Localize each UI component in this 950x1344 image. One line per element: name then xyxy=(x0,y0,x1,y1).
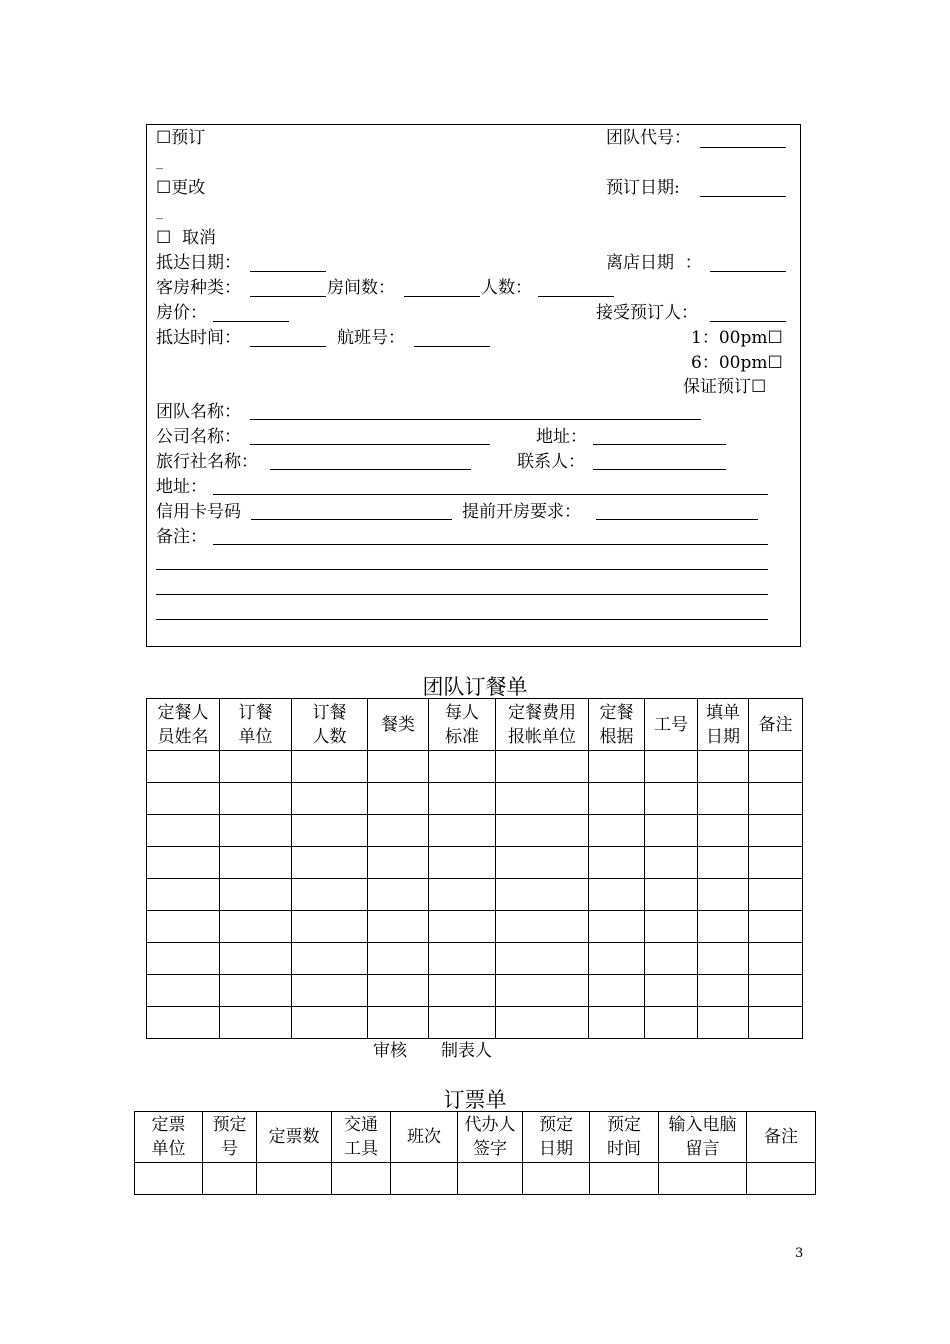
table-cell[interactable] xyxy=(147,975,220,1007)
ticket-header-cell: 备注 xyxy=(747,1112,816,1163)
table-cell[interactable] xyxy=(220,783,292,815)
table-cell[interactable] xyxy=(368,815,429,847)
table-cell[interactable] xyxy=(749,847,803,879)
table-cell[interactable] xyxy=(698,815,749,847)
meal-table-row xyxy=(147,879,803,911)
table-cell[interactable] xyxy=(645,943,698,975)
stray-mark: _ xyxy=(156,154,163,170)
table-cell[interactable] xyxy=(429,879,496,911)
time-option-6pm[interactable]: 6：00pm☐ xyxy=(691,353,783,373)
ticket-header-row xyxy=(135,1112,816,1163)
table-cell[interactable] xyxy=(220,815,292,847)
meal-table-row xyxy=(147,751,803,783)
table-cell[interactable] xyxy=(147,783,220,815)
address2-label: 地址： xyxy=(156,477,207,497)
group-code-field[interactable] xyxy=(700,147,786,148)
table-cell[interactable] xyxy=(589,1007,645,1039)
ticket-header-cell: 定票 单位 xyxy=(135,1112,203,1163)
guarantee-checkbox[interactable]: 保证预订☐ xyxy=(683,377,767,397)
booking-date-field[interactable] xyxy=(700,196,786,197)
table-cell[interactable] xyxy=(645,847,698,879)
table-cell[interactable] xyxy=(368,911,429,943)
table-cell[interactable] xyxy=(645,751,698,783)
table-cell[interactable] xyxy=(292,975,368,1007)
table-cell[interactable] xyxy=(749,815,803,847)
checkbox-book[interactable]: ☐预订 xyxy=(156,128,206,148)
table-cell[interactable] xyxy=(645,1007,698,1039)
room-count-label: 房间数： xyxy=(327,278,395,298)
table-cell[interactable] xyxy=(147,911,220,943)
table-cell[interactable] xyxy=(292,943,368,975)
remarks-line[interactable] xyxy=(156,569,768,570)
table-cell[interactable] xyxy=(589,975,645,1007)
group-name-label: 团队名称： xyxy=(156,402,241,422)
table-cell[interactable] xyxy=(220,847,292,879)
table-cell[interactable] xyxy=(749,975,803,1007)
group-name-field[interactable] xyxy=(250,419,701,420)
table-cell[interactable] xyxy=(292,847,368,879)
table-cell[interactable] xyxy=(368,751,429,783)
table-cell[interactable] xyxy=(698,975,749,1007)
room-type-field[interactable] xyxy=(250,296,326,297)
table-cell[interactable] xyxy=(147,847,220,879)
table-cell[interactable] xyxy=(523,1163,590,1195)
table-cell[interactable] xyxy=(257,1163,332,1195)
flight-no-field[interactable] xyxy=(414,346,490,347)
arrival-date-field[interactable] xyxy=(250,271,326,272)
maker-label: 制表人 xyxy=(441,1041,492,1061)
table-cell[interactable] xyxy=(645,815,698,847)
room-rate-label: 房价： xyxy=(156,303,207,323)
ticket-header-cell: 定票数 xyxy=(257,1112,332,1163)
table-cell[interactable] xyxy=(698,847,749,879)
table-cell[interactable] xyxy=(220,751,292,783)
table-cell[interactable] xyxy=(645,879,698,911)
table-cell[interactable] xyxy=(749,943,803,975)
table-cell[interactable] xyxy=(292,751,368,783)
meal-header-cell: 订餐 人数 xyxy=(292,699,368,751)
ticket-header-cell: 交通 工具 xyxy=(332,1112,391,1163)
table-cell[interactable] xyxy=(368,847,429,879)
company-name-field[interactable] xyxy=(250,444,490,445)
credit-card-label: 信用卡号码 xyxy=(156,502,241,522)
table-cell[interactable] xyxy=(147,879,220,911)
table-cell[interactable] xyxy=(368,1007,429,1039)
table-cell[interactable] xyxy=(429,751,496,783)
meal-header-cell: 填单 日期 xyxy=(698,699,749,751)
agency-name-field[interactable] xyxy=(270,469,471,470)
booking-date-label: 预订日期: xyxy=(606,178,680,198)
agency-name-label: 旅行社名称： xyxy=(156,452,258,472)
departure-date-field[interactable] xyxy=(710,271,786,272)
meal-table-title: 团队订餐单 xyxy=(422,675,528,699)
ticket-header-cell: 输入电脑 留言 xyxy=(659,1112,747,1163)
table-cell[interactable] xyxy=(429,815,496,847)
table-cell[interactable] xyxy=(749,751,803,783)
table-cell[interactable] xyxy=(698,1007,749,1039)
time-option-1pm[interactable]: 1：00pm☐ xyxy=(691,328,783,348)
table-cell[interactable] xyxy=(429,1007,496,1039)
table-cell[interactable] xyxy=(368,879,429,911)
meal-header-cell: 工号 xyxy=(645,699,698,751)
table-cell[interactable] xyxy=(698,751,749,783)
table-cell[interactable] xyxy=(292,783,368,815)
ticket-order-table xyxy=(134,1111,816,1195)
table-cell[interactable] xyxy=(368,943,429,975)
room-rate-field[interactable] xyxy=(213,321,289,322)
table-cell[interactable] xyxy=(292,815,368,847)
table-cell[interactable] xyxy=(589,815,645,847)
credit-card-field[interactable] xyxy=(251,519,452,520)
table-cell[interactable] xyxy=(589,783,645,815)
remarks-line[interactable] xyxy=(156,594,768,595)
table-cell[interactable] xyxy=(496,815,589,847)
guest-count-label: 人数： xyxy=(481,278,532,298)
table-cell[interactable] xyxy=(147,815,220,847)
table-cell[interactable] xyxy=(496,847,589,879)
table-cell[interactable] xyxy=(135,1163,203,1195)
address-label: 地址： xyxy=(536,427,587,447)
table-cell[interactable] xyxy=(749,1007,803,1039)
arrival-date-label: 抵达日期： xyxy=(156,253,241,273)
table-cell[interactable] xyxy=(458,1163,523,1195)
meal-header-cell: 订餐 单位 xyxy=(220,699,292,751)
review-label: 审核 xyxy=(373,1041,407,1061)
meal-header-cell: 每人 标准 xyxy=(429,699,496,751)
table-cell[interactable] xyxy=(220,975,292,1007)
checkbox-change[interactable]: ☐更改 xyxy=(156,178,206,198)
meal-table-row xyxy=(147,783,803,815)
departure-date-label: 离店日期 ： xyxy=(606,253,702,273)
ticket-header-cell: 预定 日期 xyxy=(523,1112,590,1163)
ticket-header-cell: 班次 xyxy=(391,1112,458,1163)
table-cell[interactable] xyxy=(292,879,368,911)
table-cell[interactable] xyxy=(220,911,292,943)
ticket-header-cell: 预定 时间 xyxy=(590,1112,659,1163)
ticket-table-title: 订票单 xyxy=(443,1088,507,1112)
early-checkin-field[interactable] xyxy=(596,519,758,520)
stray-mark: _ xyxy=(156,204,163,220)
room-type-label: 客房种类： xyxy=(156,278,241,298)
meal-table-row xyxy=(147,815,803,847)
group-code-label: 团队代号： xyxy=(606,128,691,148)
meal-table-row xyxy=(147,943,803,975)
table-cell[interactable] xyxy=(589,751,645,783)
table-cell[interactable] xyxy=(429,911,496,943)
meal-header-cell: 定餐费用 报帐单位 xyxy=(496,699,589,751)
meal-table-row xyxy=(147,847,803,879)
remarks-line[interactable] xyxy=(156,619,768,620)
table-cell[interactable] xyxy=(220,879,292,911)
table-cell[interactable] xyxy=(368,783,429,815)
ticket-table-row xyxy=(135,1163,816,1195)
company-name-label: 公司名称： xyxy=(156,427,241,447)
contact-label: 联系人： xyxy=(517,452,585,472)
meal-header-cell: 定餐 根据 xyxy=(589,699,645,751)
guest-count-field[interactable] xyxy=(538,296,614,297)
table-cell[interactable] xyxy=(749,879,803,911)
remarks-label: 备注： xyxy=(156,527,207,547)
table-cell[interactable] xyxy=(429,975,496,1007)
table-cell[interactable] xyxy=(589,879,645,911)
meal-order-table xyxy=(146,698,803,1039)
early-checkin-label: 提前开房要求： xyxy=(462,502,581,522)
arrival-time-label: 抵达时间： xyxy=(156,328,241,348)
table-cell[interactable] xyxy=(747,1163,816,1195)
receiver-label: 接受预订人： xyxy=(596,303,698,323)
meal-table-row xyxy=(147,1007,803,1039)
meal-header-cell: 餐类 xyxy=(368,699,429,751)
table-cell[interactable] xyxy=(203,1163,257,1195)
meal-header-cell: 定餐人 员姓名 xyxy=(147,699,220,751)
table-cell[interactable] xyxy=(429,847,496,879)
remarks-field[interactable] xyxy=(213,544,768,545)
table-cell[interactable] xyxy=(220,943,292,975)
flight-no-label: 航班号： xyxy=(337,328,405,348)
table-cell[interactable] xyxy=(429,783,496,815)
table-cell[interactable] xyxy=(645,911,698,943)
table-cell[interactable] xyxy=(496,943,589,975)
table-cell[interactable] xyxy=(698,879,749,911)
table-cell[interactable] xyxy=(496,911,589,943)
ticket-header-cell: 预定 号 xyxy=(203,1112,257,1163)
table-cell[interactable] xyxy=(496,1007,589,1039)
arrival-time-field[interactable] xyxy=(250,346,326,347)
table-cell[interactable] xyxy=(590,1163,659,1195)
table-cell[interactable] xyxy=(698,943,749,975)
meal-header-cell: 备注 xyxy=(749,699,803,751)
checkbox-cancel[interactable]: ☐ 取消 xyxy=(156,228,217,248)
table-cell[interactable] xyxy=(659,1163,747,1195)
table-cell[interactable] xyxy=(332,1163,391,1195)
table-cell[interactable] xyxy=(645,783,698,815)
table-cell[interactable] xyxy=(589,911,645,943)
table-cell[interactable] xyxy=(589,847,645,879)
meal-header-row xyxy=(147,699,803,751)
meal-table-row xyxy=(147,975,803,1007)
table-cell[interactable] xyxy=(645,975,698,1007)
page-number: 3 xyxy=(795,1246,804,1261)
table-cell[interactable] xyxy=(496,879,589,911)
receiver-field[interactable] xyxy=(710,321,786,322)
table-cell[interactable] xyxy=(292,911,368,943)
table-cell[interactable] xyxy=(589,943,645,975)
table-cell[interactable] xyxy=(698,911,749,943)
table-cell[interactable] xyxy=(147,751,220,783)
table-cell[interactable] xyxy=(368,975,429,1007)
table-cell[interactable] xyxy=(147,943,220,975)
table-cell[interactable] xyxy=(220,1007,292,1039)
address2-field[interactable] xyxy=(213,494,768,495)
table-cell[interactable] xyxy=(698,783,749,815)
room-count-field[interactable] xyxy=(404,296,480,297)
ticket-header-cell: 代办人 签字 xyxy=(458,1112,523,1163)
table-cell[interactable] xyxy=(496,751,589,783)
table-cell[interactable] xyxy=(429,943,496,975)
table-cell[interactable] xyxy=(749,783,803,815)
table-cell[interactable] xyxy=(496,975,589,1007)
table-cell[interactable] xyxy=(292,1007,368,1039)
table-cell[interactable] xyxy=(147,1007,220,1039)
contact-field[interactable] xyxy=(593,469,726,470)
table-cell[interactable] xyxy=(496,783,589,815)
meal-table-row xyxy=(147,911,803,943)
table-cell[interactable] xyxy=(391,1163,458,1195)
address-field[interactable] xyxy=(593,444,726,445)
table-cell[interactable] xyxy=(749,911,803,943)
